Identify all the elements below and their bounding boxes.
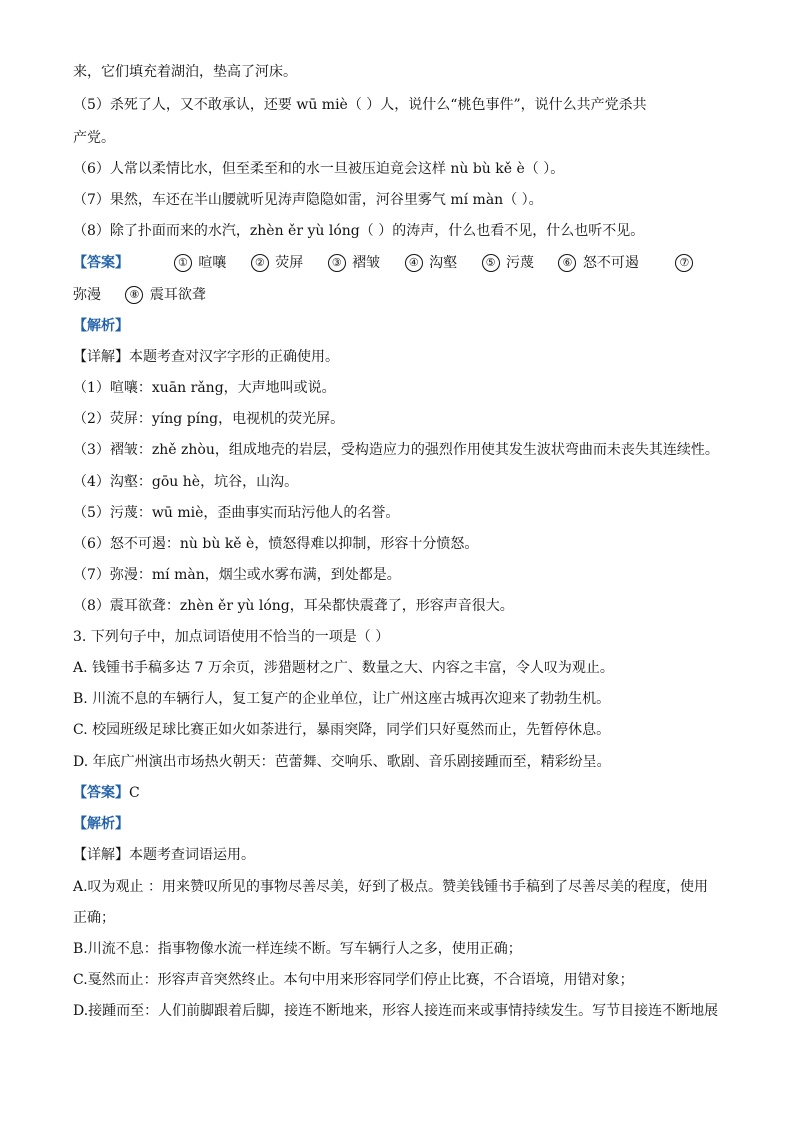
detail-line bbox=[73, 845, 255, 865]
detail-text: 本题考查词语运用。 bbox=[129, 847, 255, 863]
answer-row-1 bbox=[73, 253, 695, 273]
answer-row-1-cont bbox=[73, 285, 206, 305]
detail-a: A.叹为观止 ：用来赞叹所见的事物尽善尽美，好到了极点。赞美钱锺书手稿到了尽善尽美的程度，使用 bbox=[73, 879, 709, 895]
question-item-5: （5）杀死了人，又不敢承认，还要 wū miè（ ）人，说什么“桃色事件”，说什么共产党杀共 bbox=[73, 97, 647, 113]
question-item-7: （7）果然，车还在半山腰就听见涛声隐隐如雷，河谷里雾气 mí màn（ ）。 bbox=[73, 192, 543, 208]
question-3: 3. 下列句子中，加点词语使用不恰当的一项是（ ） bbox=[73, 629, 390, 645]
circle-number-2: ② bbox=[251, 254, 269, 272]
answer-value: C bbox=[129, 785, 140, 801]
option-c: C. 校园班级足球比赛正如火如荼进行，暴雨突降，同学们只好戛然而止，先暂停休息。 bbox=[73, 722, 611, 738]
analysis-tag: 【解析】 bbox=[73, 318, 129, 334]
explanation-5: （5）污蔑：wū miè，歪曲事实而玷污他人的名誉。 bbox=[73, 505, 400, 521]
answer-row-2 bbox=[73, 783, 140, 803]
detail-a-cont: 正确； bbox=[73, 910, 115, 926]
detail-d: D.接踵而至：人们前脚跟着后脚，接连不断地来，形容人接连而来或事情持续发生。写节目接连不断地展 bbox=[73, 1003, 719, 1019]
answer-item: 沟壑 bbox=[429, 255, 458, 271]
answer-item: 怒不可遏 bbox=[582, 255, 639, 271]
detail-b: B.川流不息：指事物像水流一样连续不断。写车辆行人之多，使用正确； bbox=[73, 941, 522, 957]
detail-line bbox=[73, 347, 339, 367]
option-d: D. 年底广州演出市场热火朝天：芭蕾舞、交响乐、歌剧、音乐剧接踵而至，精彩纷呈。 bbox=[73, 754, 611, 770]
explanation-8: （8）震耳欲聋：zhèn ěr yù lóng，耳朵都快震聋了，形容声音很大。 bbox=[73, 598, 514, 614]
circle-number-1: ① bbox=[174, 254, 192, 272]
answer-tag: 【答案】 bbox=[73, 255, 129, 271]
text-line: 产党。 bbox=[73, 130, 115, 146]
circle-number-7: ⑦ bbox=[675, 254, 693, 272]
detail-tag: 【详解】 bbox=[73, 349, 129, 365]
option-a: A. 钱锺书手稿多达 7 万余页，涉猎题材之广、数量之大、内容之丰富，令人叹为观止。 bbox=[73, 660, 614, 676]
analysis-tag: 【解析】 bbox=[73, 816, 129, 832]
answer-item: 弥漫 bbox=[73, 287, 101, 303]
circle-number-8: ⑧ bbox=[125, 286, 143, 304]
explanation-4: （4）沟壑：gōu hè，坑谷，山沟。 bbox=[73, 474, 299, 490]
answer-item: 污蔑 bbox=[505, 255, 534, 271]
circle-number-3: ③ bbox=[328, 254, 346, 272]
question-item-6: （6）人常以柔情比水，但至柔至和的水一旦被压迫竟会这样 nù bù kě è（ ）。 bbox=[73, 161, 565, 177]
answer-tag: 【答案】 bbox=[73, 785, 129, 801]
detail-c: C.戛然而止：形容声音突然终止。本句中用来形容同学们停止比赛，不合语境，用错对象； bbox=[73, 972, 634, 988]
answer-item: 喧嚷 bbox=[198, 255, 227, 271]
explanation-2: （2）荧屏：yíng píng，电视机的荧光屏。 bbox=[73, 411, 345, 427]
explanation-6: （6）怒不可遏：nù bù kě è，愤怒得难以抑制，形容十分愤怒。 bbox=[73, 536, 479, 552]
circle-number-5: ⑤ bbox=[482, 254, 500, 272]
question-item-8: （8）除了扑面而来的水汽，zhèn ěr yù lóng（ ）的涛声，什么也看不见，什么也听不见。 bbox=[73, 223, 645, 239]
option-b: B. 川流不息的车辆行人，复工复产的企业单位，让广州这座古城再次迎来了勃勃生机。 bbox=[73, 691, 611, 707]
answer-item: 荧屏 bbox=[275, 255, 304, 271]
analysis-heading bbox=[73, 814, 129, 834]
detail-text: 本题考查对汉字字形的正确使用。 bbox=[129, 349, 339, 365]
explanation-3: （3）褶皱：zhě zhòu，组成地壳的岩层，受构造应力的强烈作用使其发生波状弯曲而未丧失其连续性。 bbox=[73, 442, 719, 458]
detail-tag: 【详解】 bbox=[73, 847, 129, 863]
answer-item: 震耳欲聋 bbox=[149, 287, 206, 303]
explanation-1: （1）喧嚷：xuān rǎng，大声地叫或说。 bbox=[73, 380, 336, 396]
answer-item: 褶皱 bbox=[352, 255, 381, 271]
analysis-heading bbox=[73, 316, 129, 336]
explanation-7: （7）弥漫：mí màn，烟尘或水雾布满，到处都是。 bbox=[73, 567, 401, 583]
circle-number-6: ⑥ bbox=[558, 254, 576, 272]
circle-number-4: ④ bbox=[405, 254, 423, 272]
text-line: 来，它们填充着湖泊，垫高了河床。 bbox=[73, 64, 297, 80]
